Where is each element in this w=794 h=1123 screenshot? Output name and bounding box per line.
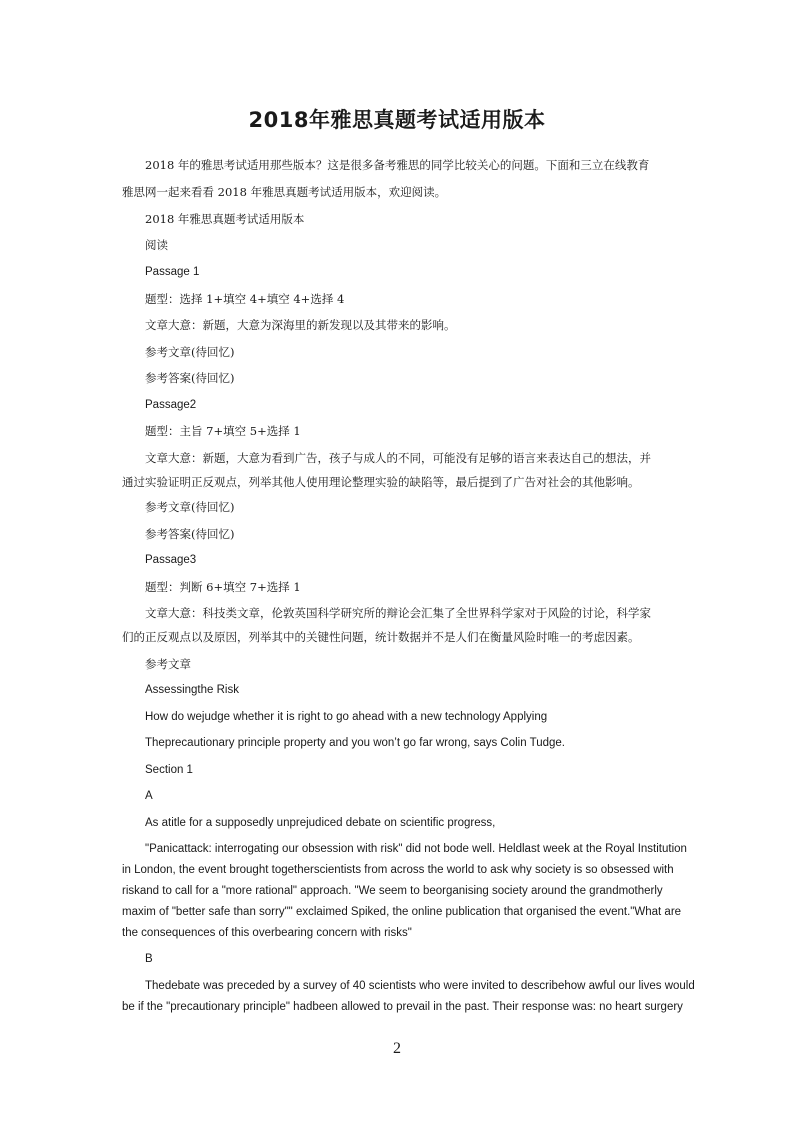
passage-heading: Passage2 <box>145 399 197 411</box>
body-line: How do wejudge whether it is right to go ahead with a new technology Applying <box>145 711 548 723</box>
body-line: 2018 年的雅思考试适用那些版本？这是很多备考雅思的同学比较关心的问题。下面和三立在线教育 <box>145 158 650 172</box>
page-number: 2 <box>393 1040 401 1057</box>
paragraph-label: B <box>145 953 153 965</box>
body-line: 参考文章 <box>145 657 191 671</box>
body-line: 文章大意：新题，大意为看到广告，孩子与成人的不同，可能没有足够的语言来表达自己的想法，并 <box>145 451 651 465</box>
paragraph-label: A <box>145 790 153 802</box>
body-line: 们的正反观点以及原因，列举其中的关键性问题，统计数据并不是人们在衡量风险时唯一的考虑因素。 <box>122 630 640 644</box>
body-line: be if the "precautionary principle" hadbeen allowed to prevail in the past. Their response was: no heart surgery <box>122 1001 683 1013</box>
passage-heading: Passage 1 <box>145 266 200 278</box>
body-line: 题型：判断 6+填空 7+选择 1 <box>145 580 301 594</box>
body-line: 参考文章(待回忆) <box>145 345 235 359</box>
section-heading: 阅读 <box>145 238 168 252</box>
body-line: 文章大意：新题，大意为深海里的新发现以及其带来的影响。 <box>145 318 456 332</box>
body-line: 参考答案(待回忆) <box>145 371 235 385</box>
passage-heading: Passage3 <box>145 554 197 566</box>
body-line: 题型：选择 1+填空 4+填空 4+选择 4 <box>145 292 345 306</box>
article-title: Assessingthe Risk <box>145 684 239 696</box>
body-line: maxim of "better safe than sorry"" exclaimed Spiked, the online publication that organised the event."What are <box>122 906 682 918</box>
body-line: riskand to call for a "more rational" approach. "We seem to beorganising society around the grandmotherly <box>122 885 663 897</box>
document-title: 2018年雅思真题考试适用版本 <box>248 108 546 132</box>
body-line: 参考文章(待回忆) <box>145 500 235 514</box>
body-line: 题型：主旨 7+填空 5+选择 1 <box>145 424 301 438</box>
section-label: Section 1 <box>145 764 193 776</box>
body-line: 2018 年雅思真题考试适用版本 <box>145 212 305 226</box>
body-line: "Panicattack: interrogating our obsession with risk" did not bode well. Heldlast week at the Royal Institution <box>145 843 687 855</box>
body-line: As atitle for a supposedly unprejudiced debate on scientific progress, <box>145 817 496 829</box>
body-line: Theprecautionary principle property and you won’t go far wrong, says Colin Tudge. <box>145 737 565 749</box>
body-line: 通过实验证明正反观点，列举其他人使用理论整理实验的缺陷等，最后提到了广告对社会的其他影响。 <box>122 475 640 489</box>
body-line: 文章大意：科技类文章，伦敦英国科学研究所的辩论会汇集了全世界科学家对于风险的讨论，科学家 <box>145 606 651 620</box>
body-line: the consequences of this overbearing concern with risks" <box>122 927 412 939</box>
body-line: 参考答案(待回忆) <box>145 527 235 541</box>
body-line: in London, the event brought togetherscientists from across the world to ask why society is so obsessed with <box>122 864 674 876</box>
body-line: 雅思网一起来看看 2018 年雅思真题考试适用版本，欢迎阅读。 <box>122 185 447 199</box>
body-line: Thedebate was preceded by a survey of 40 scientists who were invited to describehow awful our lives would <box>145 980 695 992</box>
